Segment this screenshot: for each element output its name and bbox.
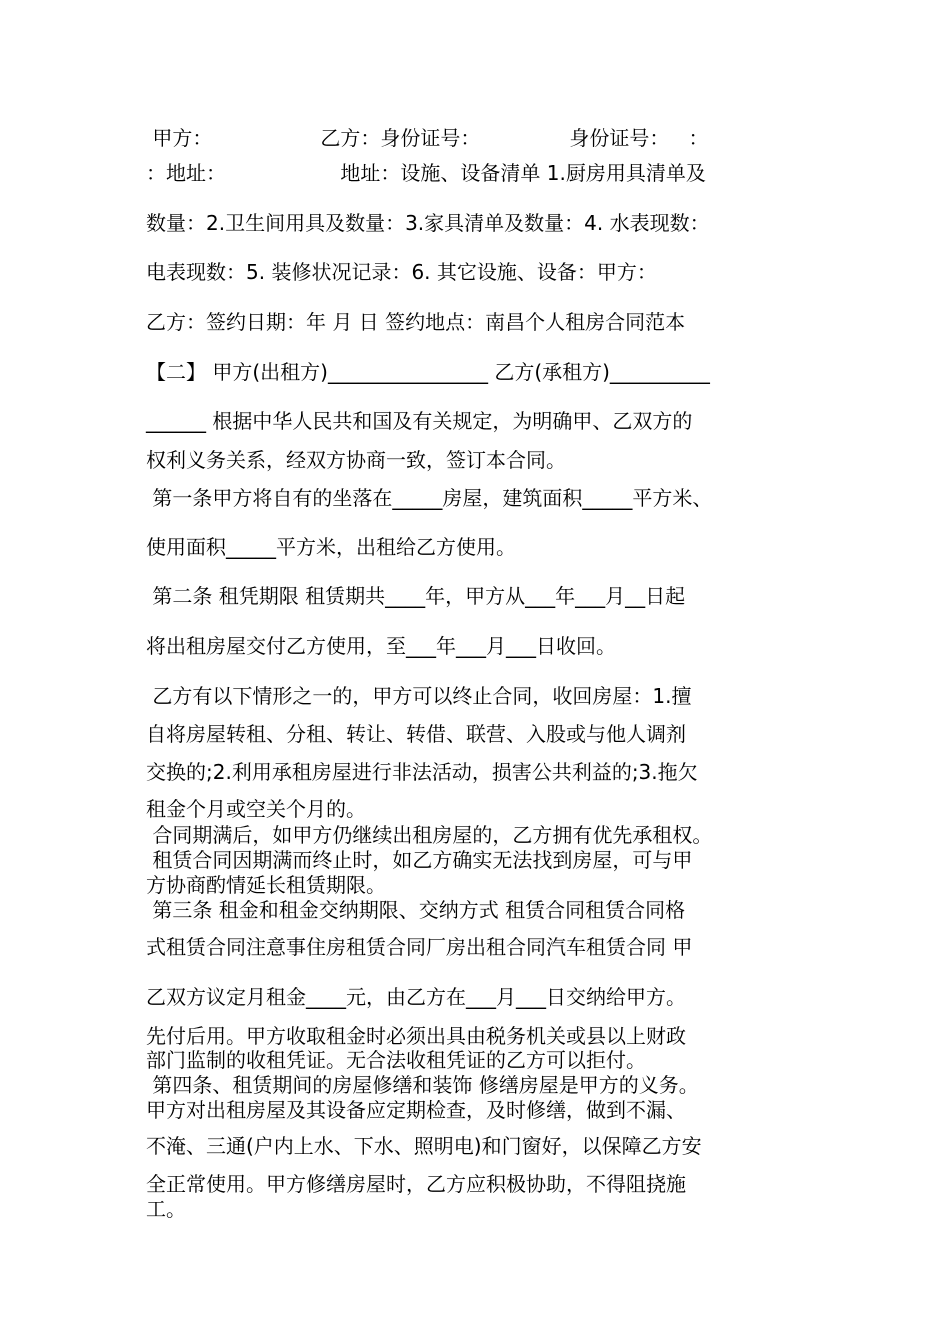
contract-line: ______ 根据中华人民共和国及有关规定，为明确甲、乙双方的	[146, 409, 693, 433]
contract-line: 式租赁合同注意事住房租赁合同厂房出租合同汽车租赁合同 甲	[146, 935, 693, 959]
contract-line: 交换的;2.利用承租房屋进行非法活动，损害公共利益的;3.拖欠	[146, 760, 698, 784]
contract-line: 第三条 租金和租金交纳期限、交纳方式 租赁合同租赁合同格	[146, 898, 686, 922]
contract-line: 使用面积_____平方米，出租给乙方使用。	[146, 535, 516, 559]
contract-line: 部门监制的收租凭证。无合法收租凭证的乙方可以拒付。	[146, 1048, 646, 1072]
contract-line: 数量：2.卫生间用具及数量：3.家具清单及数量：4. 水表现数：	[146, 211, 710, 235]
contract-line: 第四条、租赁期间的房屋修缮和装饰 修缮房屋是甲方的义务。	[146, 1073, 699, 1097]
contract-line: 将出租房屋交付乙方使用，至___年___月___日收回。	[146, 634, 616, 658]
contract-line: 第一条甲方将自有的坐落在_____房屋，建筑面积_____平方米、	[146, 486, 713, 510]
contract-line: 甲方： 乙方：身份证号： 身份证号： ：	[146, 126, 709, 150]
contract-line: 【二】 甲方(出租方)________________ 乙方(承租方)__________	[146, 360, 710, 384]
contract-line: 合同期满后，如甲方仍继续出租房屋的，乙方拥有优先承租权。	[146, 823, 713, 847]
contract-line: ：地址： 地址：设施、设备清单 1.厨房用具清单及	[146, 161, 706, 185]
contract-line: 电表现数：5. 装修状况记录：6. 其它设施、设备：甲方：	[146, 260, 657, 284]
contract-line: 方协商酌情延长租赁期限。	[146, 873, 386, 897]
contract-line: 租金个月或空关个月的。	[146, 797, 366, 821]
contract-line: 租赁合同因期满而终止时，如乙方确实无法找到房屋，可与甲	[146, 848, 693, 872]
contract-line: 乙方有以下情形之一的，甲方可以终止合同，收回房屋：1.擅	[146, 684, 692, 708]
contract-line: 先付后用。甲方收取租金时必须出具由税务机关或县以上财政	[146, 1024, 686, 1048]
contract-line: 自将房屋转租、分租、转让、转借、联营、入股或与他人调剂	[146, 722, 686, 746]
contract-line: 权利义务关系，经双方协商一致，签订本合同。	[146, 448, 566, 472]
contract-line: 乙双方议定月租金____元，由乙方在___月___日交纳给甲方。	[146, 985, 686, 1009]
contract-line: 全正常使用。甲方修缮房屋时，乙方应积极协助，不得阻挠施	[146, 1172, 686, 1196]
contract-line: 第二条 租凭期限 租赁期共____年，甲方从___年___月__日起	[146, 584, 686, 608]
contract-line: 乙方：签约日期：年 月 日 签约地点：南昌个人租房合同范本	[146, 310, 686, 334]
contract-line: 甲方对出租房屋及其设备应定期检查，及时修缮，做到不漏、	[146, 1098, 686, 1122]
contract-line: 工。	[146, 1197, 186, 1221]
contract-line: 不淹、三通(户内上水、下水、照明电)和门窗好，以保障乙方安	[146, 1134, 702, 1158]
